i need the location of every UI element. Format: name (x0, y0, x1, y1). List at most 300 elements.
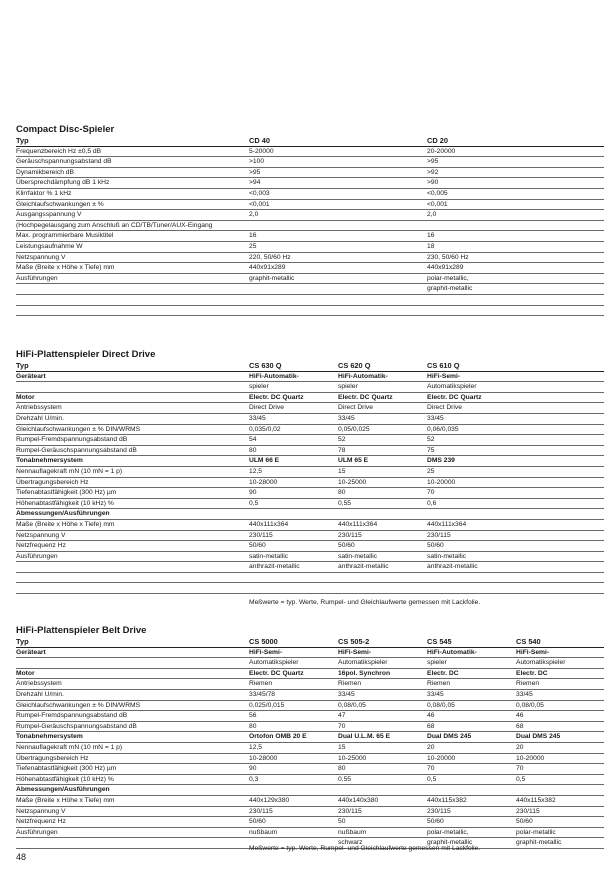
row-value: 10-20000 (427, 753, 516, 764)
row-label (16, 658, 249, 669)
header-model: CS 540 (516, 637, 604, 647)
table-row (16, 732, 604, 743)
row-value (516, 509, 604, 520)
row-value (249, 509, 338, 520)
row-value: Electr. DC Quartz (249, 392, 338, 403)
row-value (516, 403, 604, 414)
table-row (16, 774, 604, 785)
row-value: >95 (427, 157, 516, 168)
table-row (16, 477, 604, 488)
row-label: Nennauflagekraft mN (10 mN = 1 p) (16, 466, 249, 477)
row-label: Netzspannung V (16, 252, 249, 263)
row-value: HiFi-Automatik- (249, 371, 338, 382)
row-value (516, 178, 604, 189)
row-label: Rumpel-Fremdspannungsabstand dB (16, 711, 249, 722)
row-value: satin-metallic (249, 551, 338, 562)
row-value (338, 157, 427, 168)
row-label: Höhenabtastfähigkeit (10 kHz) % (16, 498, 249, 509)
row-value: 0,025/0,015 (249, 700, 338, 711)
table-row (16, 305, 604, 316)
table-row (16, 541, 604, 552)
spec-table-belt-drive (16, 637, 604, 849)
row-value: 2,0 (249, 210, 338, 221)
row-value (516, 210, 604, 221)
row-label (16, 305, 249, 316)
table-row (16, 562, 604, 573)
row-value: 20 (516, 742, 604, 753)
row-label: Gleichlaufschwankungen ± % DIN/WRMS (16, 700, 249, 711)
row-value (427, 583, 516, 594)
table-row (16, 167, 604, 178)
row-label: Höhenabtastfähigkeit (10 kHz) % (16, 774, 249, 785)
row-value (249, 294, 338, 305)
row-label: Rumpel-Fremdspannungsabstand dB (16, 435, 249, 446)
table-row (16, 519, 604, 530)
row-value: 52 (427, 435, 516, 446)
row-value (427, 572, 516, 583)
row-value: <0,003 (249, 188, 338, 199)
header-model: CS 620 Q (338, 361, 427, 371)
table-row (16, 795, 604, 806)
row-value: 10-20000 (516, 753, 604, 764)
row-value: 0,6 (427, 498, 516, 509)
header-label: Typ (16, 361, 249, 371)
row-value (516, 551, 604, 562)
table-row (16, 721, 604, 732)
row-label: Übertragungsbereich Hz (16, 753, 249, 764)
row-value (338, 146, 427, 157)
row-value: 230/115 (427, 806, 516, 817)
row-value (338, 284, 427, 295)
row-value: graphit-metallic (427, 838, 516, 849)
row-value (516, 785, 604, 796)
row-value: >90 (427, 178, 516, 189)
row-value (516, 424, 604, 435)
table-header-row (16, 361, 604, 371)
row-value: Riemen (338, 679, 427, 690)
row-label (16, 583, 249, 594)
table-row (16, 498, 604, 509)
row-value: ULM 65 E (338, 456, 427, 467)
row-value: 440x115x382 (516, 795, 604, 806)
row-label (16, 284, 249, 295)
table-row (16, 647, 604, 658)
row-value (338, 263, 427, 274)
row-value: 15 (338, 742, 427, 753)
measurement-note-belt-drive: Meßwerte = typ. Werte, Rumpel- und Gleichlaufwerte gemessen mit Lackfolie. (249, 845, 481, 852)
row-value: 0,06/0,035 (427, 424, 516, 435)
row-label: Nennauflagekraft mN (10 mN = 1 p) (16, 742, 249, 753)
row-value: 90 (249, 488, 338, 499)
row-value (338, 210, 427, 221)
table-row (16, 273, 604, 284)
row-value: spieler (338, 382, 427, 393)
row-value: 12,5 (249, 466, 338, 477)
header-model: CS 630 Q (249, 361, 338, 371)
row-value: Dual DMS 245 (427, 732, 516, 743)
row-value: 10-28000 (249, 477, 338, 488)
row-value (338, 294, 427, 305)
row-value: 80 (249, 721, 338, 732)
row-value (249, 220, 338, 231)
row-value: anthrazit-metallic (249, 562, 338, 573)
row-value: DMS 239 (427, 456, 516, 467)
table-row (16, 392, 604, 403)
row-value: 0,5 (249, 498, 338, 509)
row-value (516, 530, 604, 541)
row-value: 230/115 (249, 806, 338, 817)
row-label: Tiefenabtastfähigkeit (300 Hz) µm (16, 488, 249, 499)
header-model (516, 136, 604, 146)
row-label: Maße (Breite x Höhe x Tiefe) mm (16, 795, 249, 806)
row-value: 80 (338, 488, 427, 499)
row-value: 440x129x380 (249, 795, 338, 806)
table-row (16, 188, 604, 199)
row-label: Tiefenabtastfähigkeit (300 Hz) µm (16, 764, 249, 775)
row-value (427, 785, 516, 796)
row-value (338, 199, 427, 210)
row-label: Netzspannung V (16, 530, 249, 541)
row-label (16, 572, 249, 583)
row-value (516, 241, 604, 252)
row-value (249, 284, 338, 295)
row-value: HiFi-Automatik- (338, 371, 427, 382)
row-value (338, 167, 427, 178)
row-value: spieler (249, 382, 338, 393)
row-value: 440x91x289 (427, 263, 516, 274)
row-value: Automatikspieler (516, 658, 604, 669)
row-label: Motor (16, 392, 249, 403)
row-value: 20 (427, 742, 516, 753)
row-value (516, 382, 604, 393)
row-value: 70 (516, 764, 604, 775)
row-label: Tonabnehmersystem (16, 456, 249, 467)
table-row (16, 488, 604, 499)
table-row (16, 668, 604, 679)
row-value: 15 (338, 466, 427, 477)
row-label: Abmessungen/Ausführungen (16, 509, 249, 520)
row-value: 0,08/0,05 (427, 700, 516, 711)
row-value: >95 (249, 167, 338, 178)
row-value: 0,035/0,02 (249, 424, 338, 435)
row-value: Electr. DC (516, 668, 604, 679)
row-value: Riemen (249, 679, 338, 690)
row-label: Übersprechdämpfung dB 1 kHz (16, 178, 249, 189)
table-row (16, 445, 604, 456)
header-model: CD 40 (249, 136, 338, 146)
header-label: Typ (16, 637, 249, 647)
row-label: Drehzahl U/min. (16, 413, 249, 424)
spec-table-cd (16, 136, 604, 316)
row-value: spieler (427, 658, 516, 669)
row-value: 70 (338, 721, 427, 732)
row-label: Geräteart (16, 371, 249, 382)
row-value (516, 572, 604, 583)
row-value: 33/45 (516, 689, 604, 700)
row-value: 75 (427, 445, 516, 456)
row-value: satin-metallic (338, 551, 427, 562)
row-value: 47 (338, 711, 427, 722)
table-row (16, 679, 604, 690)
row-value: 16 (249, 231, 338, 242)
table-row (16, 689, 604, 700)
row-value: schwarz (338, 838, 427, 849)
row-value: 12,5 (249, 742, 338, 753)
row-value: 50/60 (516, 817, 604, 828)
row-value: HiFi-Semi- (249, 647, 338, 658)
row-value: HiFi-Semi- (516, 647, 604, 658)
row-value: Automatikspieler (249, 658, 338, 669)
row-label: (Hochpegelausgang zum Anschluß an CD/TB/Tuner/AUX-Eingang (16, 220, 249, 231)
row-value: Electr. DC Quartz (249, 668, 338, 679)
row-value: graphit-metallic (427, 284, 516, 295)
row-value: 0,08/0,05 (338, 700, 427, 711)
row-value: Automatikspieler (338, 658, 427, 669)
row-value (249, 583, 338, 594)
section-title-direct-drive: HiFi-Plattenspieler Direct Drive (16, 349, 156, 360)
row-value: ULM 66 E (249, 456, 338, 467)
row-label: Geräuschspannungsabstand dB (16, 157, 249, 168)
row-value: 16 (427, 231, 516, 242)
row-value: 440x111x364 (338, 519, 427, 530)
row-label: Netzfrequenz Hz (16, 817, 249, 828)
row-value: <0,001 (427, 199, 516, 210)
row-value: Automatikspieler (427, 382, 516, 393)
row-value: 0,05/0,025 (338, 424, 427, 435)
table-row (16, 785, 604, 796)
row-label: Gleichlaufschwankungen ± % DIN/WRMS (16, 424, 249, 435)
row-value: graphit-metallic (249, 273, 338, 284)
row-value (338, 231, 427, 242)
row-value (516, 231, 604, 242)
row-value: 0,55 (338, 774, 427, 785)
header-model: CS 610 Q (427, 361, 516, 371)
row-value (516, 252, 604, 263)
row-label: Abmessungen/Ausführungen (16, 785, 249, 796)
row-value (516, 263, 604, 274)
section-title-cd: Compact Disc-Spieler (16, 124, 115, 135)
row-label (16, 838, 249, 849)
row-value: polar-metallic, (427, 827, 516, 838)
row-value: nußbaum (338, 827, 427, 838)
table-row (16, 658, 604, 669)
row-value: polar-metallic, (427, 273, 516, 284)
section-title-belt-drive: HiFi-Plattenspieler Belt Drive (16, 625, 147, 636)
row-value: Dual U.L.M. 65 E (338, 732, 427, 743)
row-value: 33/45 (249, 413, 338, 424)
table-row (16, 435, 604, 446)
row-value: 10-20000 (427, 477, 516, 488)
row-value: 50/60 (338, 541, 427, 552)
row-value: Ortofon OMB 20 E (249, 732, 338, 743)
row-value (516, 562, 604, 573)
row-value: 0,5 (516, 774, 604, 785)
row-value: 50/60 (249, 541, 338, 552)
row-value: 440x91x289 (249, 263, 338, 274)
page-number: 48 (16, 852, 27, 862)
table-row (16, 263, 604, 274)
table-row (16, 530, 604, 541)
row-value (516, 488, 604, 499)
row-value: 70 (427, 488, 516, 499)
row-value (338, 583, 427, 594)
row-label: Übertragungsbereich Hz (16, 477, 249, 488)
row-value: nußbaum (249, 827, 338, 838)
row-label: Maße (Breite x Höhe x Tiefe) mm (16, 263, 249, 274)
row-value: anthrazit-metallic (427, 562, 516, 573)
row-value (338, 178, 427, 189)
row-value: 10-25000 (338, 477, 427, 488)
row-value: Direct Drive (249, 403, 338, 414)
row-value (516, 294, 604, 305)
row-value: HiFi-Semi- (338, 647, 427, 658)
row-value: >92 (427, 167, 516, 178)
row-value: 78 (338, 445, 427, 456)
row-label (16, 382, 249, 393)
row-label: Gleichlaufschwankungen ± % (16, 199, 249, 210)
row-value (338, 220, 427, 231)
table-row (16, 711, 604, 722)
row-value: graphit-metallic (516, 838, 604, 849)
table-row (16, 827, 604, 838)
row-value: Electr. DC Quartz (338, 392, 427, 403)
row-value (516, 445, 604, 456)
row-value (427, 220, 516, 231)
row-value: 16pol. Synchron (338, 668, 427, 679)
row-value: satin-metallic (427, 551, 516, 562)
row-value: 50/60 (427, 817, 516, 828)
row-value: 230/115 (516, 806, 604, 817)
row-value: 230/115 (249, 530, 338, 541)
table-row (16, 371, 604, 382)
measurement-note-direct-drive: Meßwerte = typ. Werte, Rumpel- und Gleichlaufwerte gemessen mit Lackfolie. (249, 599, 481, 606)
table-header-row (16, 136, 604, 146)
row-label: Geräteart (16, 647, 249, 658)
table-row (16, 572, 604, 583)
row-value (516, 371, 604, 382)
header-model (516, 361, 604, 371)
row-label: Dynamikbereich dB (16, 167, 249, 178)
row-value (516, 541, 604, 552)
row-value: 230/115 (338, 530, 427, 541)
row-value: 10-28000 (249, 753, 338, 764)
row-value: 33/45 (338, 689, 427, 700)
row-value: 50/60 (427, 541, 516, 552)
row-value (516, 583, 604, 594)
row-value: HiFi-Semi- (427, 371, 516, 382)
row-value: Electr. DC Quartz (427, 392, 516, 403)
row-value: 230/115 (427, 530, 516, 541)
table-row (16, 252, 604, 263)
table-header-row (16, 637, 604, 647)
table-row (16, 742, 604, 753)
row-value: Electr. DC (427, 668, 516, 679)
row-value: polar-metallic (516, 827, 604, 838)
table-row (16, 456, 604, 467)
row-value (516, 146, 604, 157)
row-label (16, 294, 249, 305)
row-value (338, 785, 427, 796)
row-value: 5-20000 (249, 146, 338, 157)
row-value: 230, 50/60 Hz (427, 252, 516, 263)
row-value: <0,001 (249, 199, 338, 210)
row-value: Riemen (427, 679, 516, 690)
row-label: Ausführungen (16, 827, 249, 838)
row-value: 46 (516, 711, 604, 722)
table-row (16, 413, 604, 424)
table-row (16, 241, 604, 252)
row-label: Frequenzbereich Hz ±0,5 dB (16, 146, 249, 157)
row-value (338, 305, 427, 316)
row-value: 56 (249, 711, 338, 722)
row-label: Drehzahl U/min. (16, 689, 249, 700)
row-value: 46 (427, 711, 516, 722)
row-value: HiFi-Automatik- (427, 647, 516, 658)
row-label: Antriebssystem (16, 679, 249, 690)
row-label: Tonabnehmersystem (16, 732, 249, 743)
row-value: 440x140x380 (338, 795, 427, 806)
row-value (338, 188, 427, 199)
row-value: 80 (249, 445, 338, 456)
row-value (338, 241, 427, 252)
row-label: Maße (Breite x Höhe x Tiefe) mm (16, 519, 249, 530)
row-value: 440x111x364 (249, 519, 338, 530)
row-value: 0,5 (427, 774, 516, 785)
row-value: 70 (427, 764, 516, 775)
row-value: 25 (427, 466, 516, 477)
table-row (16, 424, 604, 435)
row-label: Motor (16, 668, 249, 679)
row-value (516, 413, 604, 424)
header-model: CS 545 (427, 637, 516, 647)
header-model (338, 136, 427, 146)
row-value: >100 (249, 157, 338, 168)
row-value: anthrazit-metallic (338, 562, 427, 573)
row-value: 20-20000 (427, 146, 516, 157)
row-value (516, 456, 604, 467)
table-row (16, 231, 604, 242)
row-value: 0,3 (249, 774, 338, 785)
table-row (16, 210, 604, 221)
header-model: CD 20 (427, 136, 516, 146)
table-row (16, 509, 604, 520)
table-row (16, 466, 604, 477)
row-value (516, 284, 604, 295)
row-value (249, 572, 338, 583)
table-row (16, 806, 604, 817)
row-value: Direct Drive (427, 403, 516, 414)
row-value (338, 252, 427, 263)
row-value: <0,005 (427, 188, 516, 199)
row-label: Netzspannung V (16, 806, 249, 817)
row-value: 25 (249, 241, 338, 252)
row-value: 54 (249, 435, 338, 446)
row-label: Klirrfaktor % 1 kHz (16, 188, 249, 199)
table-row (16, 294, 604, 305)
row-value: 220, 50/60 Hz (249, 252, 338, 263)
row-value (427, 294, 516, 305)
row-value (516, 305, 604, 316)
row-label: Rumpel-Geräuschspannungsabstand dB (16, 721, 249, 732)
row-value: 440x111x364 (427, 519, 516, 530)
row-value: 90 (249, 764, 338, 775)
row-value: Riemen (516, 679, 604, 690)
table-row (16, 583, 604, 594)
row-value (249, 785, 338, 796)
row-value: 10-25000 (338, 753, 427, 764)
row-value: 0,55 (338, 498, 427, 509)
table-row (16, 220, 604, 231)
